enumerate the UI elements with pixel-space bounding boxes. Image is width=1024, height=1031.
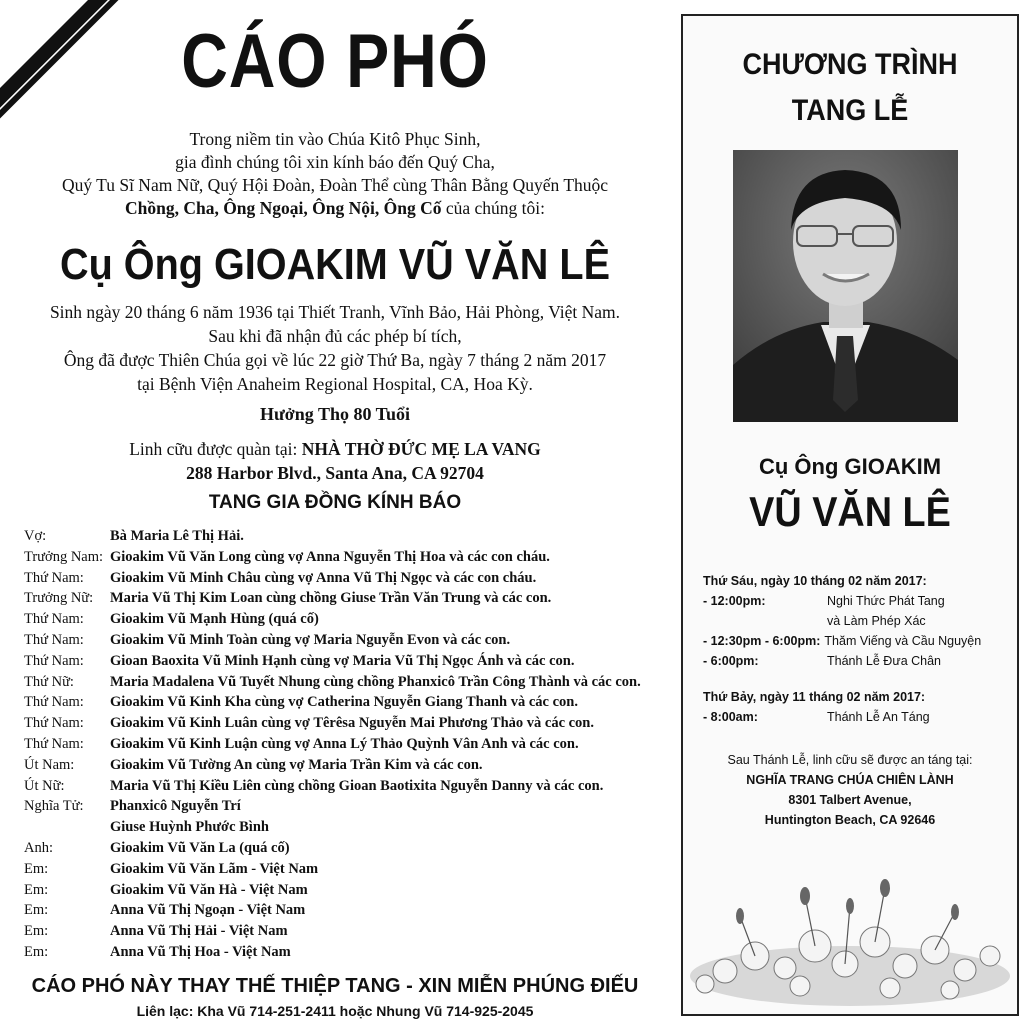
family-row bbox=[24, 568, 674, 589]
event-description: Nghi Thức Phát Tang bbox=[827, 594, 945, 608]
family-relation: Em: bbox=[24, 860, 49, 877]
family-row bbox=[24, 900, 674, 921]
family-relation: Nghĩa Tử: bbox=[24, 798, 84, 815]
family-list bbox=[24, 526, 674, 963]
closing-note: CÁO PHÓ NÀY THAY THẾ THIỆP TANG - XIN MIỄN PHÚNG ĐIẾU bbox=[31, 975, 639, 997]
burial-info bbox=[681, 750, 1019, 830]
family-relation: Em: bbox=[24, 881, 49, 898]
family-relation: Trưởng Nam: bbox=[24, 548, 104, 565]
family-member-names: Bà Maria Lê Thị Hải. bbox=[110, 528, 244, 544]
birth-death-info bbox=[0, 300, 670, 396]
family-row bbox=[24, 755, 674, 776]
family-row bbox=[24, 609, 674, 630]
family-row bbox=[24, 838, 674, 859]
family-row bbox=[24, 734, 674, 755]
sidebar-name-line2: VŨ VĂN LÊ bbox=[749, 488, 951, 535]
family-member-names: Gioakim Vũ Văn Long cùng vợ Anna Nguyễn Thị Hoa và các con cháu. bbox=[110, 548, 550, 565]
age-line: Hưởng Thọ 80 Tuổi bbox=[259, 404, 410, 424]
schedule-day-1: Thứ Sáu, ngày 10 tháng 02 năm 2017: bbox=[703, 574, 927, 588]
family-member-names: Maria Madalena Vũ Tuyết Nhung cùng chồng Phanxicô Trần Công Thành và các con. bbox=[110, 673, 641, 690]
event-description: Thăm Viếng và Cầu Nguyện bbox=[824, 634, 982, 648]
family-member-names: Anna Vũ Thị Hoa - Việt Nam bbox=[110, 943, 291, 960]
intro-line: Quý Tu Sĩ Nam Nữ, Quý Hội Đoàn, Đoàn Thể cùng Thân Bằng Quyến Thuộc bbox=[61, 175, 609, 195]
event-time: - 8:00am: bbox=[703, 710, 758, 724]
family-member-names: Gioakim Vũ Văn Hà - Việt Nam bbox=[110, 881, 308, 898]
program-title-line: TANG LỄ bbox=[791, 94, 909, 127]
family-relation: Út Nam: bbox=[24, 756, 75, 773]
family-relation: Anh: bbox=[24, 839, 53, 856]
family-member-names: Gioakim Vũ Kinh Luân cùng vợ Têrêsa Nguyễn Mai Phương Thảo và các con. bbox=[110, 715, 595, 732]
family-relation: Thứ Nam: bbox=[24, 715, 84, 732]
family-member-names: Maria Vũ Thị Kiều Liên cùng chồng Gioan Baotixita Nguyễn Danny và các con. bbox=[110, 777, 604, 794]
schedule-day-2: Thứ Bảy, ngày 11 tháng 02 năm 2017: bbox=[703, 690, 926, 704]
birth-line: Sinh ngày 20 tháng 6 năm 1936 tại Thiết Tranh, Vĩnh Bảo, Hải Phòng, Việt Nam. bbox=[49, 302, 621, 322]
event-time: - 12:30pm - 6:00pm: bbox=[703, 634, 821, 648]
family-member-names: Maria Vũ Thị Kim Loan cùng chồng Giuse Trần Văn Trung và các con. bbox=[110, 590, 552, 607]
family-row bbox=[24, 630, 674, 651]
relations-bold: Chồng, Cha, Ông Ngoại, Ông Nội, Ông Cố bbox=[124, 198, 442, 218]
family-member-names: Gioakim Vũ Tường An cùng vợ Maria Trần Kim và các con. bbox=[110, 756, 483, 773]
family-relation: Thứ Nam: bbox=[24, 652, 84, 669]
event-description: Thánh Lễ An Táng bbox=[827, 710, 930, 724]
family-row bbox=[24, 921, 674, 942]
family-relation: Thứ Nam: bbox=[24, 631, 84, 648]
portrait-photo bbox=[733, 150, 958, 422]
schedule-event bbox=[703, 611, 1013, 631]
sidebar-name-line1: Cụ Ông GIOAKIM bbox=[758, 454, 942, 479]
family-relation: Thứ Nam: bbox=[24, 569, 84, 586]
family-member-names: Gioan Baoxita Vũ Minh Hạnh cùng vợ Maria Vũ Thị Ngọc Ánh và các con. bbox=[110, 652, 575, 669]
family-member-names: Gioakim Vũ Minh Toàn cùng vợ Maria Nguyễn Evon và các con. bbox=[110, 631, 511, 648]
family-member-names: Gioakim Vũ Kinh Kha cùng vợ Catherina Nguyễn Giang Thanh và các con. bbox=[110, 694, 578, 711]
program-title-line: CHƯƠNG TRÌNH bbox=[742, 48, 958, 81]
family-relation: Em: bbox=[24, 943, 49, 960]
family-row bbox=[24, 942, 674, 963]
viewing-info bbox=[0, 437, 670, 485]
viewing-address: 288 Harbor Blvd., Santa Ana, CA 92704 bbox=[186, 463, 484, 483]
schedule-event bbox=[703, 631, 1013, 651]
event-description: Thánh Lễ Đưa Chân bbox=[827, 654, 941, 668]
viewing-place-line bbox=[0, 437, 670, 461]
family-row bbox=[24, 796, 674, 817]
sacrament-line: Sau khi đã nhận đủ các phép bí tích, bbox=[208, 326, 462, 346]
intro-line: gia đình chúng tôi xin kính báo đến Quý Cha, bbox=[175, 152, 495, 172]
event-time: - 6:00pm: bbox=[703, 654, 759, 668]
schedule-event bbox=[703, 591, 1013, 611]
death-place-line: tại Bệnh Viện Anaheim Regional Hospital, CA, Hoa Kỳ. bbox=[137, 374, 533, 394]
family-row bbox=[24, 672, 674, 693]
contact-line: Liên lạc: Kha Vũ 714-251-2411 hoặc Nhung Vũ 714-925-2045 bbox=[136, 1003, 534, 1019]
family-row bbox=[24, 526, 674, 547]
family-row bbox=[24, 880, 674, 901]
family-row bbox=[24, 859, 674, 880]
schedule-event bbox=[703, 651, 1013, 671]
cemetery-street: 8301 Talbert Avenue, bbox=[788, 793, 912, 807]
event-description: và Làm Phép Xác bbox=[827, 614, 926, 628]
flower-arrangement-image bbox=[685, 876, 1015, 1010]
family-relation: Thứ Nam: bbox=[24, 694, 84, 711]
family-relation: Thứ Nam: bbox=[24, 735, 84, 752]
schedule bbox=[703, 571, 1013, 727]
family-relation: Em: bbox=[24, 923, 49, 940]
death-line: Ông đã được Thiên Chúa gọi về lúc 22 giờ Thứ Ba, ngày 7 tháng 2 năm 2017 bbox=[63, 350, 607, 370]
program-title bbox=[698, 42, 1002, 134]
family-member-names: Anna Vũ Thị Ngoạn - Việt Nam bbox=[110, 902, 306, 919]
family-relation: Thứ Nam: bbox=[24, 611, 84, 628]
family-member-names: Gioakim Vũ Kinh Luận cùng vợ Anna Lý Thảo Quỳnh Vân Anh và các con. bbox=[110, 735, 579, 752]
cemetery-name: NGHĨA TRANG CHÚA CHIÊN LÀNH bbox=[746, 773, 954, 787]
family-relation: Thứ Nữ: bbox=[24, 673, 74, 690]
event-time: - 12:00pm: bbox=[703, 594, 766, 608]
intro-line-rest: của chúng tôi: bbox=[441, 198, 546, 218]
family-member-names: Gioakim Vũ Văn La (quá cố) bbox=[110, 839, 290, 856]
family-row bbox=[24, 547, 674, 568]
intro-line: Trong niềm tin vào Chúa Kitô Phục Sinh, bbox=[189, 129, 481, 149]
intro-text bbox=[0, 128, 670, 220]
family-row bbox=[24, 588, 674, 609]
family-relation: Em: bbox=[24, 902, 49, 919]
viewing-place: NHÀ THỜ ĐỨC MẸ LA VANG bbox=[301, 439, 541, 459]
family-member-names: Phanxicô Nguyễn Trí bbox=[110, 798, 241, 815]
schedule-event bbox=[703, 707, 1013, 727]
viewing-label: Linh cữu được quàn tại: bbox=[129, 439, 302, 459]
family-member-names: Anna Vũ Thị Hải - Việt Nam bbox=[110, 923, 288, 940]
burial-intro: Sau Thánh Lễ, linh cữu sẽ được an táng tại: bbox=[727, 753, 973, 767]
family-relation: Trưởng Nữ: bbox=[24, 590, 94, 607]
family-row bbox=[24, 713, 674, 734]
cemetery-city: Huntington Beach, CA 92646 bbox=[764, 813, 936, 827]
family-row bbox=[24, 651, 674, 672]
deceased-name: Cụ Ông GIOAKIM VŨ VĂN LÊ bbox=[59, 240, 610, 289]
page-title: CÁO PHÓ bbox=[181, 19, 489, 104]
announcer-heading: TANG GIA ĐỒNG KÍNH BÁO bbox=[208, 492, 462, 513]
family-member-names: Gioakim Vũ Minh Châu cùng vợ Anna Vũ Thị Ngọc và các con cháu. bbox=[110, 569, 537, 586]
intro-line bbox=[0, 197, 670, 220]
family-relation: Vợ: bbox=[24, 528, 47, 544]
family-member-names: Gioakim Vũ Mạnh Hùng (quá cố) bbox=[110, 611, 319, 628]
family-member-names: Giuse Huỳnh Phước Bình bbox=[110, 819, 269, 836]
family-row bbox=[24, 692, 674, 713]
family-member-names: Gioakim Vũ Văn Lãm - Việt Nam bbox=[110, 860, 319, 877]
family-row bbox=[24, 776, 674, 797]
family-row bbox=[24, 817, 674, 838]
family-relation: Út Nữ: bbox=[24, 777, 65, 794]
